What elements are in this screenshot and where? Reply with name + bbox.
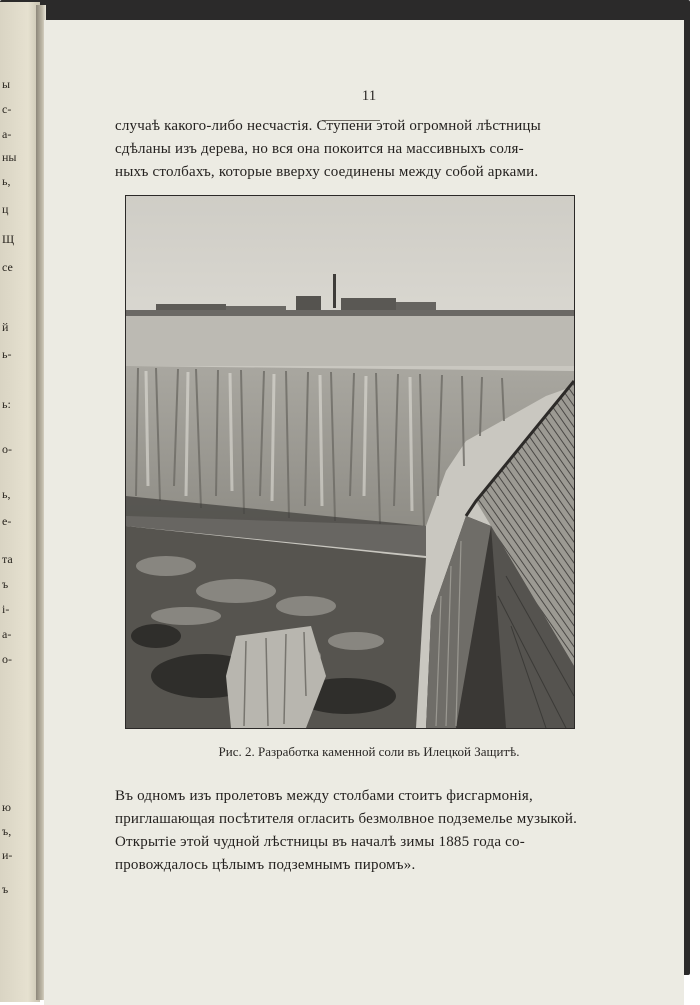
left-page-text-fragment: с- [2,102,12,116]
paragraph-1-line: сдѣланы изъ дерева, но вся она покоится на массивныхъ соля- [115,141,524,157]
paragraph-2-line: Открытіе этой чудной лѣстницы въ началѣ зимы 1885 года со- [115,834,525,850]
left-page-text-fragment: ны [2,150,17,164]
left-page-text-fragment: та [2,552,13,566]
paragraph-2-line: приглашающая посѣтителя огласить безмолвное подземелье музыкой. [115,811,578,827]
left-page-text-fragment: ъ [2,577,9,591]
paragraph-2-line: провождалось цѣлымъ подземнымъ пиромъ». [115,857,416,873]
left-page-text-fragment: о- [2,652,12,666]
salt-mine-illustration [126,196,574,728]
left-page-text-fragment: ъ [2,882,9,896]
left-page-text-fragment: ь- [2,347,12,361]
left-page-text-fragment: ь, [2,487,11,501]
left-page-edge [0,2,40,1002]
left-page-text-fragment: Щ [2,232,15,246]
left-page-text-fragment: о- [2,442,12,456]
left-page-text-fragment: ъ, [2,824,12,838]
left-page-text-fragment: ь, [2,174,11,188]
left-page-text-fragment: ю [2,800,11,814]
left-page-text-fragment: й [2,320,9,334]
paragraph-1-line: ныхъ столбахъ, которые вверху соединены между собой арками. [115,164,539,180]
left-page-text-fragment: а- [2,627,12,641]
right-page [44,20,684,1005]
page-number: 11 [361,88,377,104]
left-page-text-fragment: и- [2,848,13,862]
left-page-text-fragment: ы [2,77,11,91]
left-page-text-fragment: ь: [2,397,11,411]
left-page-text-fragment: ц [2,202,9,216]
figure-salt-mine-engraving [125,195,575,729]
paragraph-1-line: случаѣ какого-либо несчастія. Ступени этой огромной лѣстницы [115,118,541,134]
left-page-text-fragment: се [2,260,13,274]
paragraph-2-line: Въ одномъ изъ пролетовъ между столбами стоитъ фисгармонія, [115,788,533,804]
left-page-text-fragment: е- [2,514,12,528]
figure-caption: Рис. 2. Разработка каменной соли въ Илецкой Защитѣ. [218,744,520,759]
left-page-text-fragment: і- [2,602,10,616]
left-page-text-fragment: а- [2,127,12,141]
